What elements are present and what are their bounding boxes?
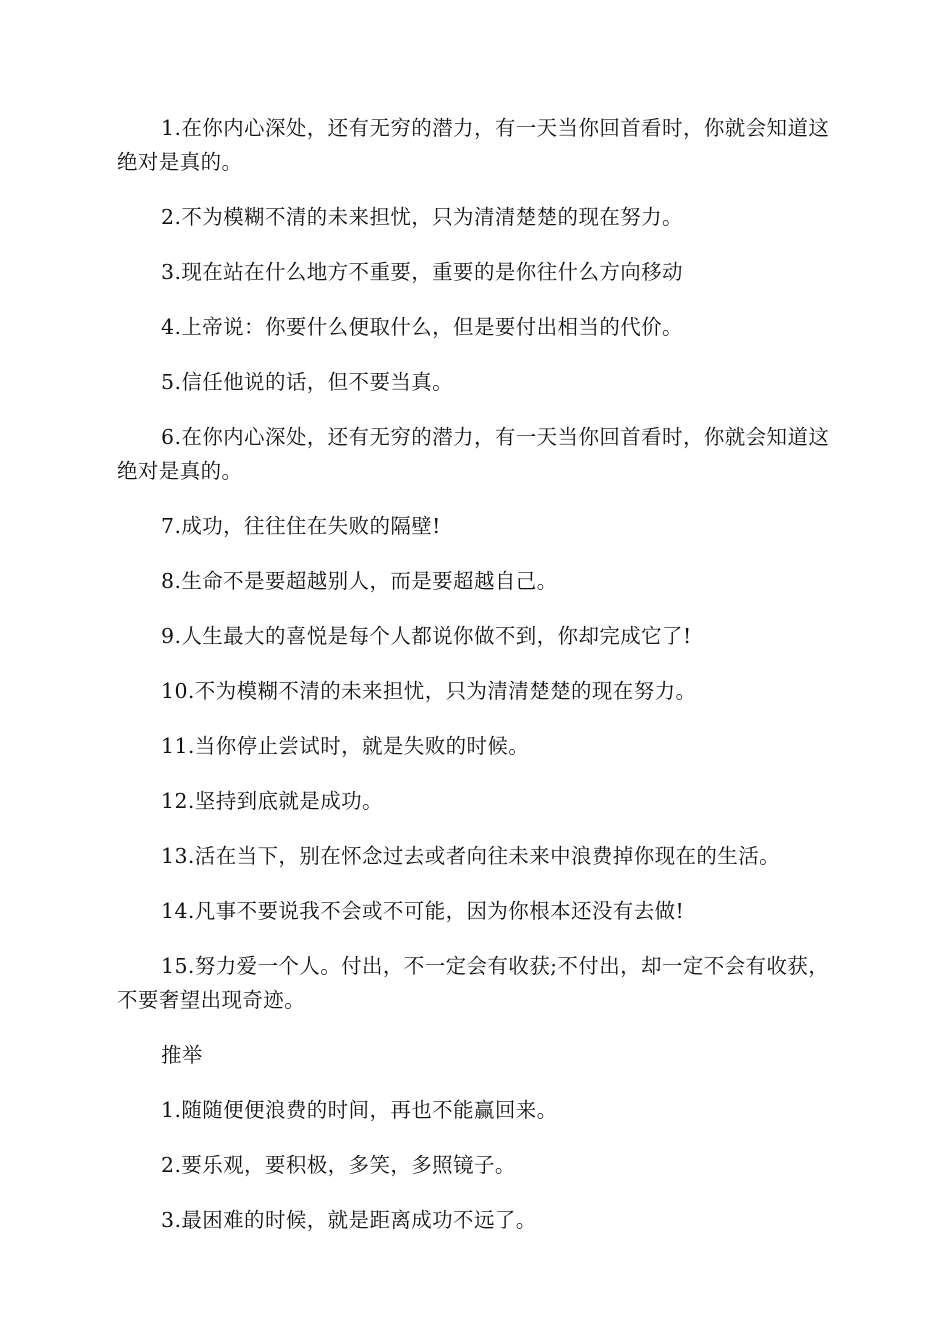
paragraph-9: 9.人生最大的喜悦是每个人都说你做不到，你却完成它了! <box>161 624 692 648</box>
paragraph-15: 15.努力爱一个人。付出，不一定会有收获;不付出，却一定不会有收获，不要奢望出现奇迹。 <box>117 954 830 1012</box>
paragraph-12: 12.坚持到底就是成功。 <box>161 789 383 813</box>
paragraph-5: 5.信任他说的话，但不要当真。 <box>161 370 454 394</box>
paragraph-17: 2.要乐观，要积极，多笑，多照镜子。 <box>161 1153 516 1177</box>
paragraph-7: 7.成功，往往住在失败的隔壁! <box>161 514 441 538</box>
paragraph-4: 4.上帝说：你要什么便取什么，但是要付出相当的代价。 <box>161 315 683 339</box>
paragraph-2: 2.不为模糊不清的未来担忧，只为清清楚楚的现在努力。 <box>161 205 683 229</box>
section-heading: 推举 <box>161 1043 203 1067</box>
paragraph-11: 11.当你停止尝试时，就是失败的时候。 <box>161 734 530 758</box>
paragraph-1: 1.在你内心深处，还有无穷的潜力，有一天当你回首看时，你就会知道这绝对是真的。 <box>117 116 830 174</box>
paragraph-18: 3.最困难的时候，就是距离成功不远了。 <box>161 1208 537 1232</box>
paragraph-8: 8.生命不是要超越别人，而是要超越自己。 <box>161 569 558 593</box>
paragraph-3: 3.现在站在什么地方不重要，重要的是你往什么方向移动 <box>161 260 683 284</box>
paragraph-10: 10.不为模糊不清的未来担忧，只为清清楚楚的现在努力。 <box>161 679 697 703</box>
paragraph-13: 13.活在当下，别在怀念过去或者向往未来中浪费掉你现在的生活。 <box>161 844 780 868</box>
paragraph-16: 1.随随便便浪费的时间，再也不能赢回来。 <box>161 1098 558 1122</box>
paragraph-6: 6.在你内心深处，还有无穷的潜力，有一天当你回首看时，你就会知道这绝对是真的。 <box>117 425 830 483</box>
paragraph-14: 14.凡事不要说我不会或不可能，因为你根本还没有去做! <box>161 899 685 923</box>
